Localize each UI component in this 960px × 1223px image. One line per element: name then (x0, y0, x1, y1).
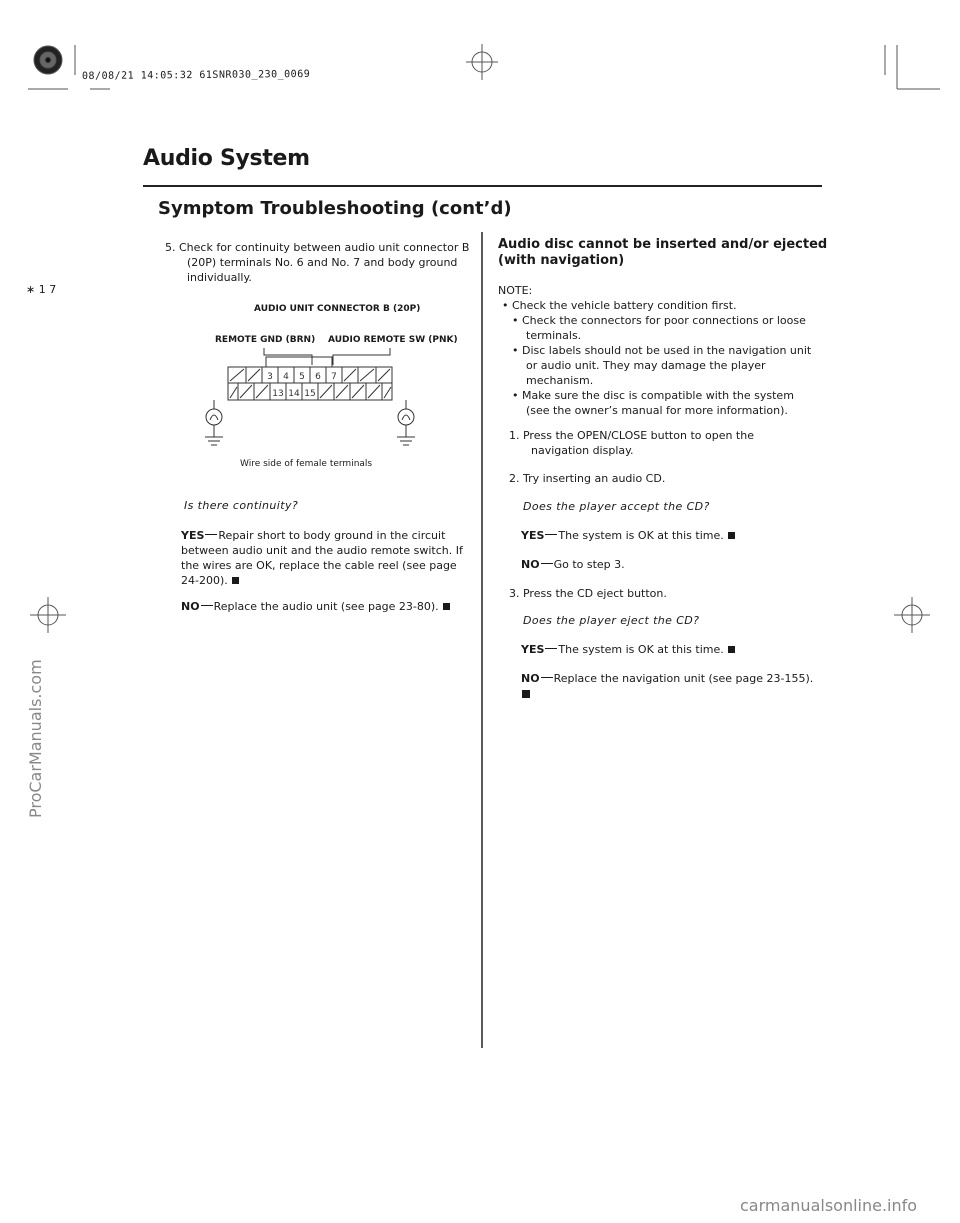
no-label: NO (181, 600, 200, 613)
end-square-icon (522, 690, 530, 698)
right-yes-1: YES The system is OK at this time. (521, 528, 735, 543)
side-watermark: ProCarManuals.com (26, 659, 45, 818)
yes-text: Repair short to body ground in the circuit between audio unit and the audio remote switch. If the wires are OK, replace the cable reel (see page 24-200). (181, 529, 463, 587)
pin-label: 6 (315, 372, 321, 382)
end-square-icon (232, 577, 239, 584)
question-eject: Does the player eject the CD? (523, 614, 700, 627)
note-item: • Disc labels should not be used in the navigation unit or audio unit. They may damage the player mechanism. (512, 344, 812, 387)
right-title-line-2: (with navigation) (498, 253, 625, 268)
right-yes-2: YES The system is OK at this time. (521, 642, 735, 657)
yes-label: YES (181, 529, 205, 542)
footer-watermark: carmanualsonline.info (740, 1196, 918, 1215)
audio-remote-sw-label: AUDIO REMOTE SW (PNK) (328, 335, 458, 345)
no-text: Replace the audio unit (see page 23-80). (213, 600, 439, 613)
right-section-title (498, 237, 827, 269)
pin-label: 7 (331, 372, 337, 382)
pin-label: 13 (272, 389, 284, 399)
note-label: NOTE: (498, 284, 533, 297)
note-item: • Make sure the disc is compatible with the system (see the owner’s manual for more information). (512, 389, 794, 417)
left-yes-result (181, 528, 466, 588)
right-title-line-1: Audio disc cannot be inserted and/or ejected (498, 237, 828, 252)
pin-label: 15 (304, 389, 316, 399)
connector-diagram (200, 345, 430, 455)
pin-label: 14 (288, 389, 300, 399)
end-square-icon (443, 603, 450, 610)
pin-label: 3 (267, 372, 273, 382)
section-title: Audio System (143, 146, 310, 171)
right-no-1: NO Go to step 3. (521, 558, 625, 571)
note-item: • Check the connectors for poor connections or loose terminals. (512, 314, 806, 342)
step-1-text: 1. Press the OPEN/CLOSE button to open the navigation display. (509, 429, 754, 457)
note-item: • Check the vehicle battery condition first. (502, 299, 737, 312)
question-continuity: Is there continuity? (184, 499, 299, 512)
note-block (498, 283, 813, 418)
page-subtitle: Symptom Troubleshooting (cont’d) (158, 198, 512, 219)
step-5-text: 5. Check for continuity between audio unit connector B (20P) terminals No. 6 and No. 7 and body ground individually. (165, 241, 470, 284)
step-2-text: 2. Try inserting an audio CD. (509, 472, 666, 485)
print-timestamp: 08/08/21 14:05:32 61SNR030_230_0069 (81, 69, 311, 82)
end-square-icon (728, 646, 735, 653)
question-accept: Does the player accept the CD? (523, 500, 710, 513)
remote-gnd-label: REMOTE GND (BRN) (215, 335, 316, 345)
end-square-icon (728, 532, 735, 539)
pin-label: 5 (299, 372, 305, 382)
right-no-2: NO Replace the navigation unit (see page 23-155). (521, 672, 814, 685)
connector-title: AUDIO UNIT CONNECTOR B (20P) (254, 304, 421, 314)
left-no-result (181, 599, 466, 614)
diagram-caption: Wire side of female terminals (240, 459, 373, 469)
pin-label: 4 (283, 372, 289, 382)
margin-mark: ∗ 1 7 (26, 283, 57, 296)
step-3-text: 3. Press the CD eject button. (509, 587, 667, 600)
